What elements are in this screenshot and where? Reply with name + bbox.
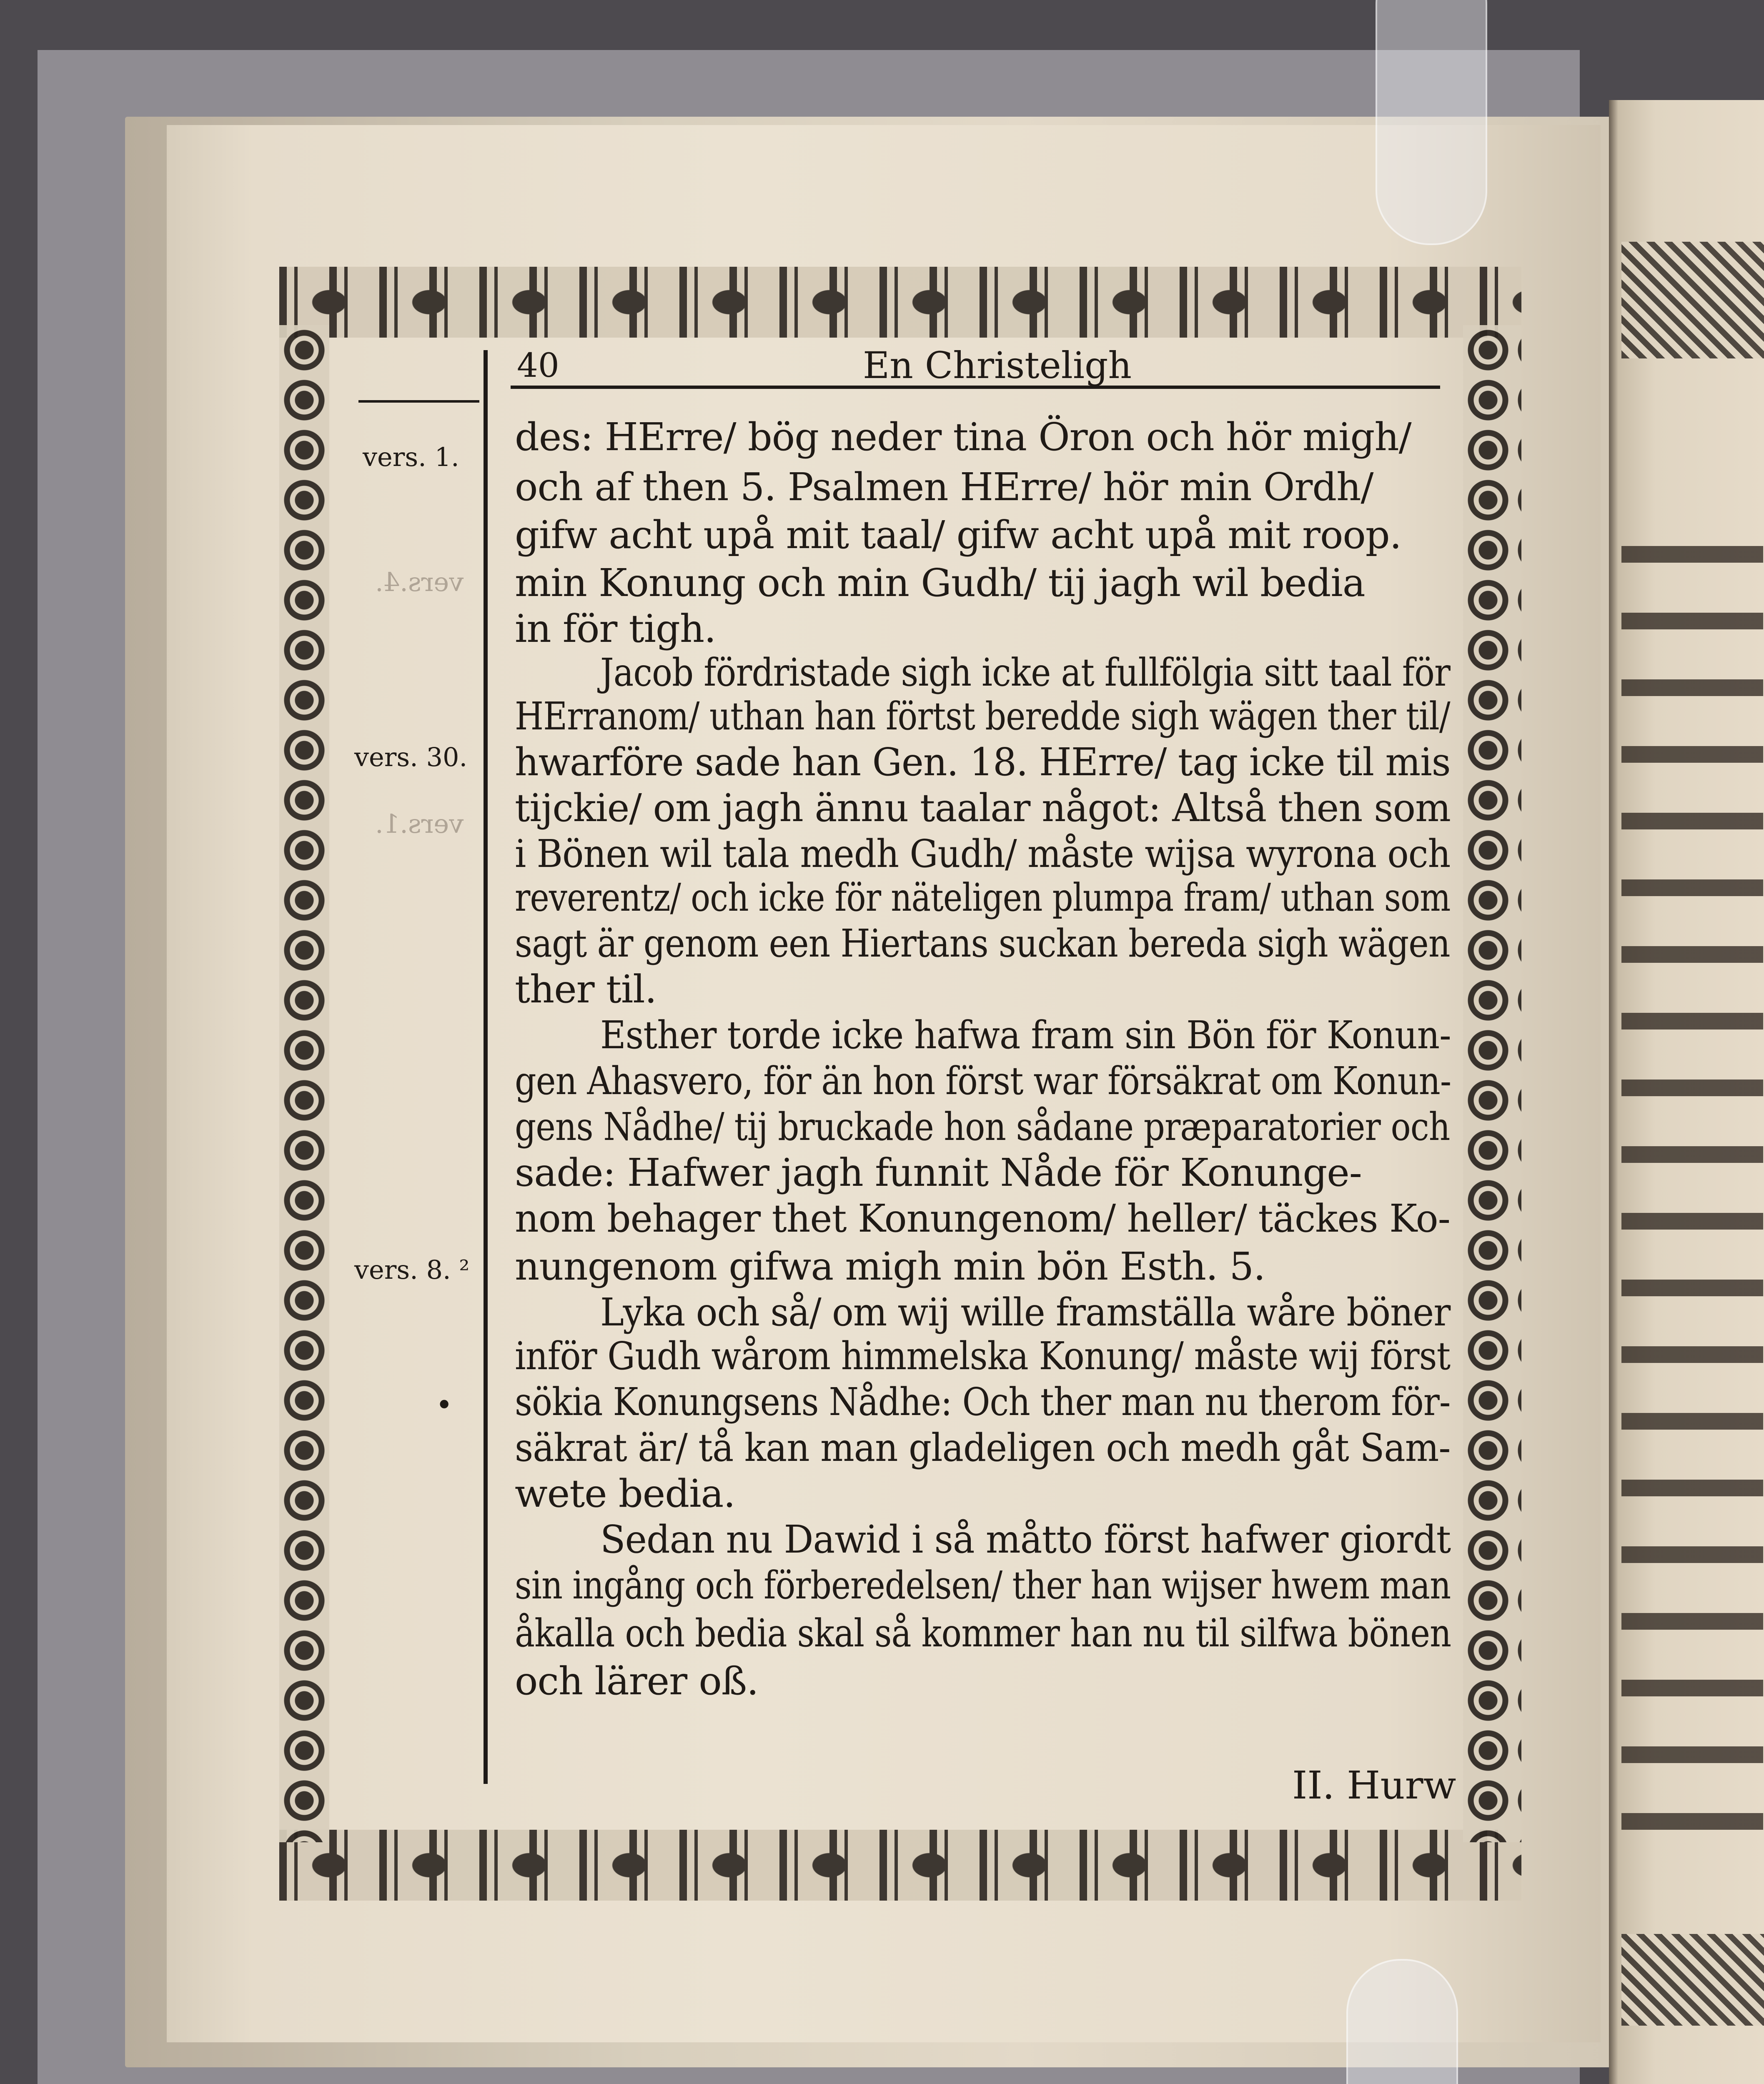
body-line: säkrat är/ tå kan man gladeligen och medh gåt Sam- — [515, 1425, 1451, 1470]
body-line: sin ingång och förberedelsen/ ther han wijser hwem man — [515, 1563, 1451, 1608]
body-line: min Konung och min Gudh/ tij jagh wil bedia — [515, 561, 1365, 605]
body-line: gen Ahasvero, för än hon först war försäkrat om Konun- — [515, 1059, 1451, 1103]
margin-dot: • — [436, 1388, 453, 1422]
body-line: Jacob fördristade sigh icke at fullfölgia sitt taal för — [600, 650, 1451, 695]
margin-note-vers-1: vers. 1. — [363, 442, 459, 472]
margin-note-vers-30: vers. 30. — [354, 742, 468, 772]
margin-ghost-vers-4: vers.4. — [375, 567, 464, 597]
body-line: i Bönen wil tala medh Gudh/ måste wijsa wyrona och — [515, 832, 1451, 876]
right-page-bottom-ornament — [1621, 1934, 1764, 2026]
margin-ghost-vers-1: vers.1. — [375, 809, 464, 839]
right-page-top-ornament — [1621, 242, 1764, 358]
body-line: nungenom gifwa migh min bön Esth. 5. — [515, 1244, 1265, 1289]
body-line: och lärer oß. — [515, 1659, 759, 1703]
right-page-text-lines — [1621, 517, 1763, 1851]
ornament-border-top — [279, 267, 1521, 338]
ornament-border-bottom — [279, 1830, 1521, 1901]
body-line: ther til. — [515, 967, 656, 1012]
body-line: tijckie/ om jagh ännu taalar något: Altså then som — [515, 786, 1451, 830]
body-line: åkalla och bedia skal så kommer han nu til silfwa bönen — [515, 1611, 1451, 1656]
margin-header-rule — [358, 400, 479, 403]
ornament-border-left — [279, 325, 329, 1842]
catchword: II. Hurw — [1292, 1763, 1456, 1808]
body-line: sade: Hafwer jagh funnit Nåde för Konunge- — [515, 1150, 1362, 1195]
margin-note-vers-8: vers. 8. ² — [354, 1255, 470, 1285]
ornament-border-right — [1463, 325, 1521, 1842]
body-line: inför Gudh wårom himmelska Konung/ måste wij först — [515, 1334, 1451, 1378]
body-line: och af then 5. Psalmen HErre/ hör min Ordh/ — [515, 465, 1373, 509]
body-line: in för tigh. — [515, 606, 716, 651]
body-line: gifw acht upå mit taal/ gifw acht upå mit roop. — [515, 513, 1401, 557]
body-line: wete bedia. — [515, 1471, 735, 1516]
page-number: 40 — [517, 346, 559, 385]
body-line: sagt är genom een Hiertans suckan bereda sigh wägen — [515, 921, 1450, 966]
body-line: Lyka och så/ om wij wille framställa wåre böner — [600, 1290, 1451, 1335]
running-title: En Christeligh — [863, 344, 1132, 387]
body-line: nom behager thet Konungenom/ heller/ täckes Ko- — [515, 1196, 1450, 1241]
margin-rule — [484, 350, 488, 1784]
body-line: reverentz/ och icke för näteligen plumpa fram/ uthan som — [515, 875, 1451, 920]
page-clip-top — [1376, 0, 1487, 245]
body-line: HErranom/ uthan han förtst beredde sigh wägen ther til/ — [515, 694, 1450, 739]
body-line: sökia Konungsens Nådhe: Och ther man nu therom för- — [515, 1380, 1451, 1424]
body-line: Esther torde icke hafwa fram sin Bön för Konun- — [600, 1013, 1451, 1057]
page-clip-bottom — [1346, 1959, 1458, 2084]
body-line: hwarföre sade han Gen. 18. HErre/ tag icke til mis — [515, 740, 1451, 784]
body-line: Sedan nu Dawid i så måtto först hafwer giordt — [600, 1517, 1451, 1562]
body-line: des: HErre/ bög neder tina Öron och hör migh/ — [515, 415, 1411, 459]
body-line: gens Nådhe/ tij bruckade hon sådane præparatorier och — [515, 1105, 1450, 1149]
right-page-fragment — [1609, 100, 1764, 2084]
